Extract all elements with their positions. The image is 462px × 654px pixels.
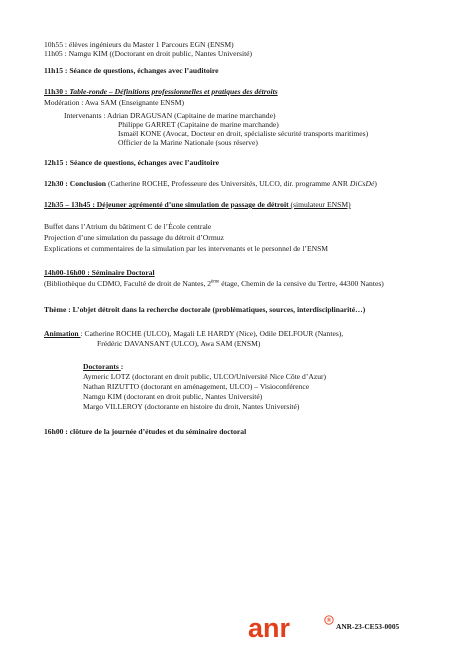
project-reference: ANR-23-CE53-0005 bbox=[336, 622, 400, 631]
animation-line bbox=[44, 329, 343, 338]
seminar-title: 14h00-16h00 : Séminaire Doctoral bbox=[44, 268, 155, 277]
doctorants-heading bbox=[83, 362, 123, 371]
speaker-line-1: Intervenants : Adrian DRAGUSAN (Capitaine de marine marchande) bbox=[64, 111, 276, 120]
roundtable-title: Table-ronde – Définitions professionnelles et pratiques des détroits bbox=[69, 87, 278, 96]
program-line-1230 bbox=[44, 179, 377, 188]
program-line-1115: 11h15 : Séance de questions, échanges avec l’auditoire bbox=[44, 66, 219, 75]
doctorants-label: Doctorants bbox=[83, 362, 121, 371]
program-acronym: DiCsDé bbox=[349, 179, 375, 188]
doctorant-4: Margo VILLEROY (doctorante en histoire du droit, Nantes Université) bbox=[83, 402, 300, 411]
closing-paren: ) bbox=[374, 179, 377, 188]
doctorant-2: Nathan RIZUTTO (doctorant en aménagement, ULCO) – Visioconférence bbox=[83, 382, 310, 391]
program-line-1105: 11h05 : Namgu KIM ((Doctorant en droit public, Nantes Université) bbox=[44, 49, 253, 58]
doctorant-1: Aymeric LOTZ (doctorant en droit public, ULCO/Université Nice Côte d’Azur) bbox=[83, 372, 327, 381]
lunch-detail-3: Explications et commentaires de la simulation par les intervenants et le personnel de l’ENSM bbox=[44, 244, 329, 253]
anr-logo bbox=[247, 614, 337, 640]
anr-logo-text: anr bbox=[248, 614, 291, 640]
animation-names: : Catherine ROCHE (ULCO), Magali LE HARDY (Nice), Odile DELFOUR (Nantes), bbox=[80, 329, 344, 338]
lunch-detail-2: Projection d’une simulation du passage du détroit d’Ormuz bbox=[44, 233, 224, 242]
speaker-line-4: Officier de la Marine Nationale (sous réserve) bbox=[118, 138, 258, 147]
doctorants-colon: : bbox=[120, 362, 124, 371]
program-line-1055: 10h55 : élèves ingénieurs du Master 1 Parcours EGN (ENSM) bbox=[44, 40, 234, 49]
conclusion-speaker: (Catherine ROCHE, Professeure des Universités, ULCO, dir. programme ANR bbox=[107, 179, 350, 188]
program-line-1235 bbox=[44, 200, 351, 209]
seminar-location-part1: (Bibliothèque du CDMO, Faculté de droit de Nantes, 2 bbox=[44, 279, 212, 288]
registered-mark-text: ® bbox=[326, 618, 332, 625]
lunch-detail-1: Buffet dans l’Atrium du bâtiment C de l’École centrale bbox=[44, 222, 212, 231]
conclusion-label: 12h30 : Conclusion bbox=[44, 179, 108, 188]
seminar-theme: Thème : L’objet détroit dans la recherche doctorale (problématiques, sources, interdisciplinarité…) bbox=[44, 305, 366, 314]
floor-superscript: ème bbox=[211, 279, 220, 285]
seminar-location-part2: étage, Chemin de la censive du Tertre, 44300 Nantes) bbox=[219, 279, 384, 288]
speaker-line-3: Ismaël KONE (Avocat, Docteur en droit, spécialiste sécurité transports maritimes) bbox=[118, 129, 369, 138]
speaker-line-2: Philippe GARRET (Capitaine de marine marchande) bbox=[118, 120, 279, 129]
seminar-location bbox=[44, 279, 384, 288]
lunch-location: (simulateur ENSM) bbox=[288, 200, 351, 209]
lunch-title: 12h35 – 13h45 : Déjeuner agrémenté d’une simulation de passage de détroit bbox=[44, 200, 289, 209]
doctorant-3: Namgu KIM (doctorant en droit public, Nantes Université) bbox=[83, 392, 263, 401]
moderation-line: Modération : Awa SAM (Enseignante ENSM) bbox=[44, 98, 184, 107]
animation-label: Animation bbox=[44, 329, 81, 338]
program-line-1215: 12h15 : Séance de questions, échanges avec l’auditoire bbox=[44, 158, 219, 167]
program-line-1130 bbox=[44, 87, 278, 96]
program-line-1600: 16h00 : clôture de la journée d’études et du séminaire doctoral bbox=[44, 427, 247, 436]
time-1130: 11h30 : bbox=[44, 87, 70, 96]
animation-line-2: Frédéric DAVANSANT (ULCO), Awa SAM (ENSM) bbox=[97, 339, 261, 348]
